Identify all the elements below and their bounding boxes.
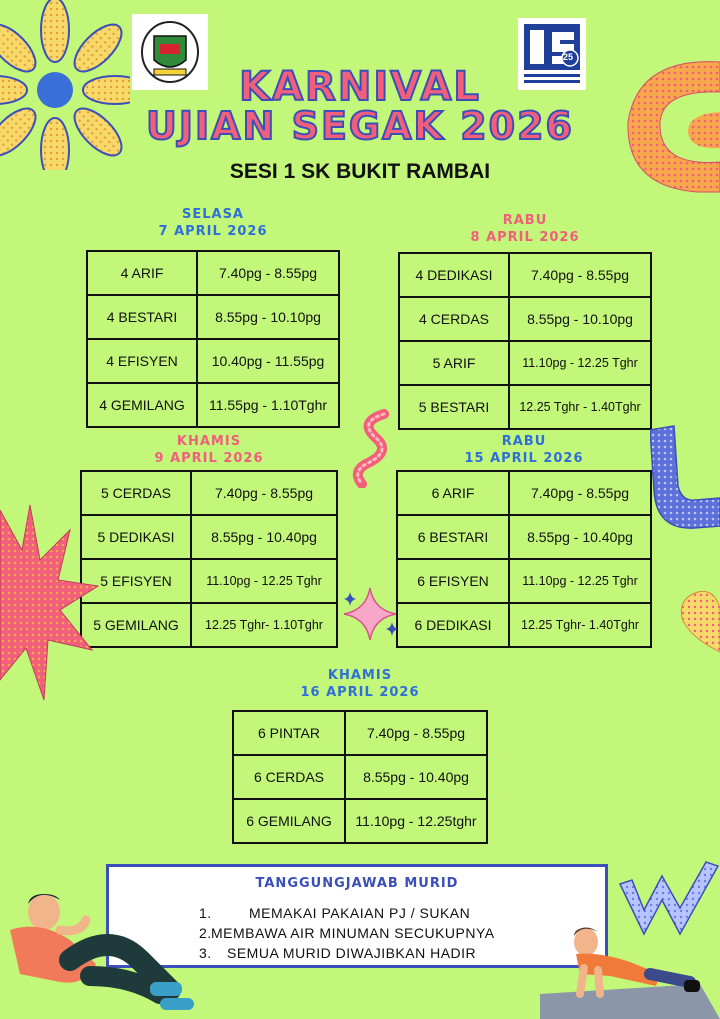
table-row <box>87 251 339 295</box>
class-cell: 4 BESTARI <box>87 295 197 339</box>
table-row <box>81 559 337 603</box>
class-cell: 6 BESTARI <box>397 515 509 559</box>
time-cell: 7.40pg - 8.55pg <box>197 251 339 295</box>
table-row <box>399 341 651 385</box>
logo-number: 25 <box>563 52 574 62</box>
time-cell: 10.40pg - 11.55pg <box>197 339 339 383</box>
title-line-2: UJIAN SEGAK 2026 <box>146 104 574 148</box>
time-cell: 12.25 Tghr - 1.40Tghr <box>509 385 651 429</box>
time-cell: 7.40pg - 8.55pg <box>345 711 487 755</box>
day-date: 16 APRIL 2026 <box>300 685 420 700</box>
table-row <box>87 383 339 427</box>
responsibility-title: TANGGUNGJAWAB MURID <box>255 876 459 891</box>
list-item: MEMAKAI PAKAIAN PJ / SUKAN <box>249 905 471 921</box>
table-row <box>397 515 651 559</box>
table-row <box>233 755 487 799</box>
squiggle-decoration-icon <box>346 408 394 488</box>
day-name: RABU <box>501 434 547 449</box>
schedule-table <box>232 710 488 844</box>
heart-decoration-icon <box>674 586 720 656</box>
table-row <box>397 559 651 603</box>
class-cell: 6 DEDIKASI <box>397 603 509 647</box>
table-row <box>81 471 337 515</box>
day-date: 15 APRIL 2026 <box>464 451 584 466</box>
class-cell: 5 EFISYEN <box>81 559 191 603</box>
day-name: RABU <box>502 213 548 228</box>
time-cell: 8.55pg - 10.10pg <box>197 295 339 339</box>
day-heading <box>232 667 488 701</box>
time-cell: 11.55pg - 1.10Tghr <box>197 383 339 427</box>
table-row <box>233 711 487 755</box>
table-row <box>399 297 651 341</box>
schedule-table <box>398 252 652 430</box>
time-cell: 8.55pg - 10.40pg <box>191 515 337 559</box>
time-cell: 8.55pg - 10.10pg <box>509 297 651 341</box>
table-row <box>233 799 487 843</box>
day-heading <box>396 433 652 467</box>
day-name: SELASA <box>181 207 244 222</box>
table-row <box>399 385 651 429</box>
table-row <box>81 515 337 559</box>
table-row <box>81 603 337 647</box>
time-cell: 12.25 Tghr- 1.10Tghr <box>191 603 337 647</box>
list-item-number: 3. <box>199 945 212 961</box>
class-cell: 4 ARIF <box>87 251 197 295</box>
class-cell: 4 CERDAS <box>399 297 509 341</box>
table-row <box>397 603 651 647</box>
class-cell: 4 GEMILANG <box>87 383 197 427</box>
day-name: KHAMIS <box>176 434 242 449</box>
title-line-1: KARNIVAL <box>239 64 481 110</box>
pushup-person-illustration-icon <box>540 924 720 1019</box>
time-cell: 7.40pg - 8.55pg <box>509 253 651 297</box>
class-cell: 5 CERDAS <box>81 471 191 515</box>
table-row <box>87 339 339 383</box>
page-subtitle: SESI 1 SK BUKIT RAMBAI <box>229 160 491 183</box>
day-name: KHAMIS <box>327 668 393 683</box>
time-cell: 11.10pg - 12.25 Tghr <box>509 559 651 603</box>
schedule-table <box>86 250 340 428</box>
starburst-decoration-icon <box>0 500 100 720</box>
time-cell: 12.25 Tghr- 1.40Tghr <box>509 603 651 647</box>
sparkle-decoration-icon <box>340 584 400 644</box>
class-cell: 5 DEDIKASI <box>81 515 191 559</box>
schedule-table <box>396 470 652 648</box>
list-item-number: 1. <box>199 905 212 921</box>
class-cell: 5 BESTARI <box>399 385 509 429</box>
list-item: MEMBAWA AIR MINUMAN SECUKUPNYA <box>211 925 495 941</box>
letter-u-decoration-icon <box>650 420 720 530</box>
day-date: 8 APRIL 2026 <box>470 230 580 245</box>
list-item: SEMUA MURID DIWAJIBKAN HADIR <box>227 945 477 961</box>
schedule-table <box>80 470 338 648</box>
time-cell: 11.10pg - 12.25tghr <box>345 799 487 843</box>
class-cell: 6 EFISYEN <box>397 559 509 603</box>
day-date: 9 APRIL 2026 <box>154 451 264 466</box>
table-row <box>87 295 339 339</box>
class-cell: 6 CERDAS <box>233 755 345 799</box>
class-cell: 6 GEMILANG <box>233 799 345 843</box>
time-cell: 8.55pg - 10.40pg <box>345 755 487 799</box>
day-heading <box>86 206 340 240</box>
table-row <box>399 253 651 297</box>
class-cell: 5 ARIF <box>399 341 509 385</box>
class-cell: 4 DEDIKASI <box>399 253 509 297</box>
situp-person-illustration-icon <box>0 890 200 1019</box>
day-date: 7 APRIL 2026 <box>158 224 268 239</box>
time-cell: 11.10pg - 12.25 Tghr <box>191 559 337 603</box>
class-cell: 6 PINTAR <box>233 711 345 755</box>
table-row <box>397 471 651 515</box>
time-cell: 7.40pg - 8.55pg <box>509 471 651 515</box>
time-cell: 11.10pg - 12.25 Tghr <box>509 341 651 385</box>
time-cell: 8.55pg - 10.40pg <box>509 515 651 559</box>
day-heading <box>80 433 338 467</box>
list-item-number: 2. <box>199 925 212 941</box>
class-cell: 4 EFISYEN <box>87 339 197 383</box>
class-cell: 5 GEMILANG <box>81 603 191 647</box>
class-cell: 6 ARIF <box>397 471 509 515</box>
day-heading <box>398 212 652 246</box>
time-cell: 7.40pg - 8.55pg <box>191 471 337 515</box>
